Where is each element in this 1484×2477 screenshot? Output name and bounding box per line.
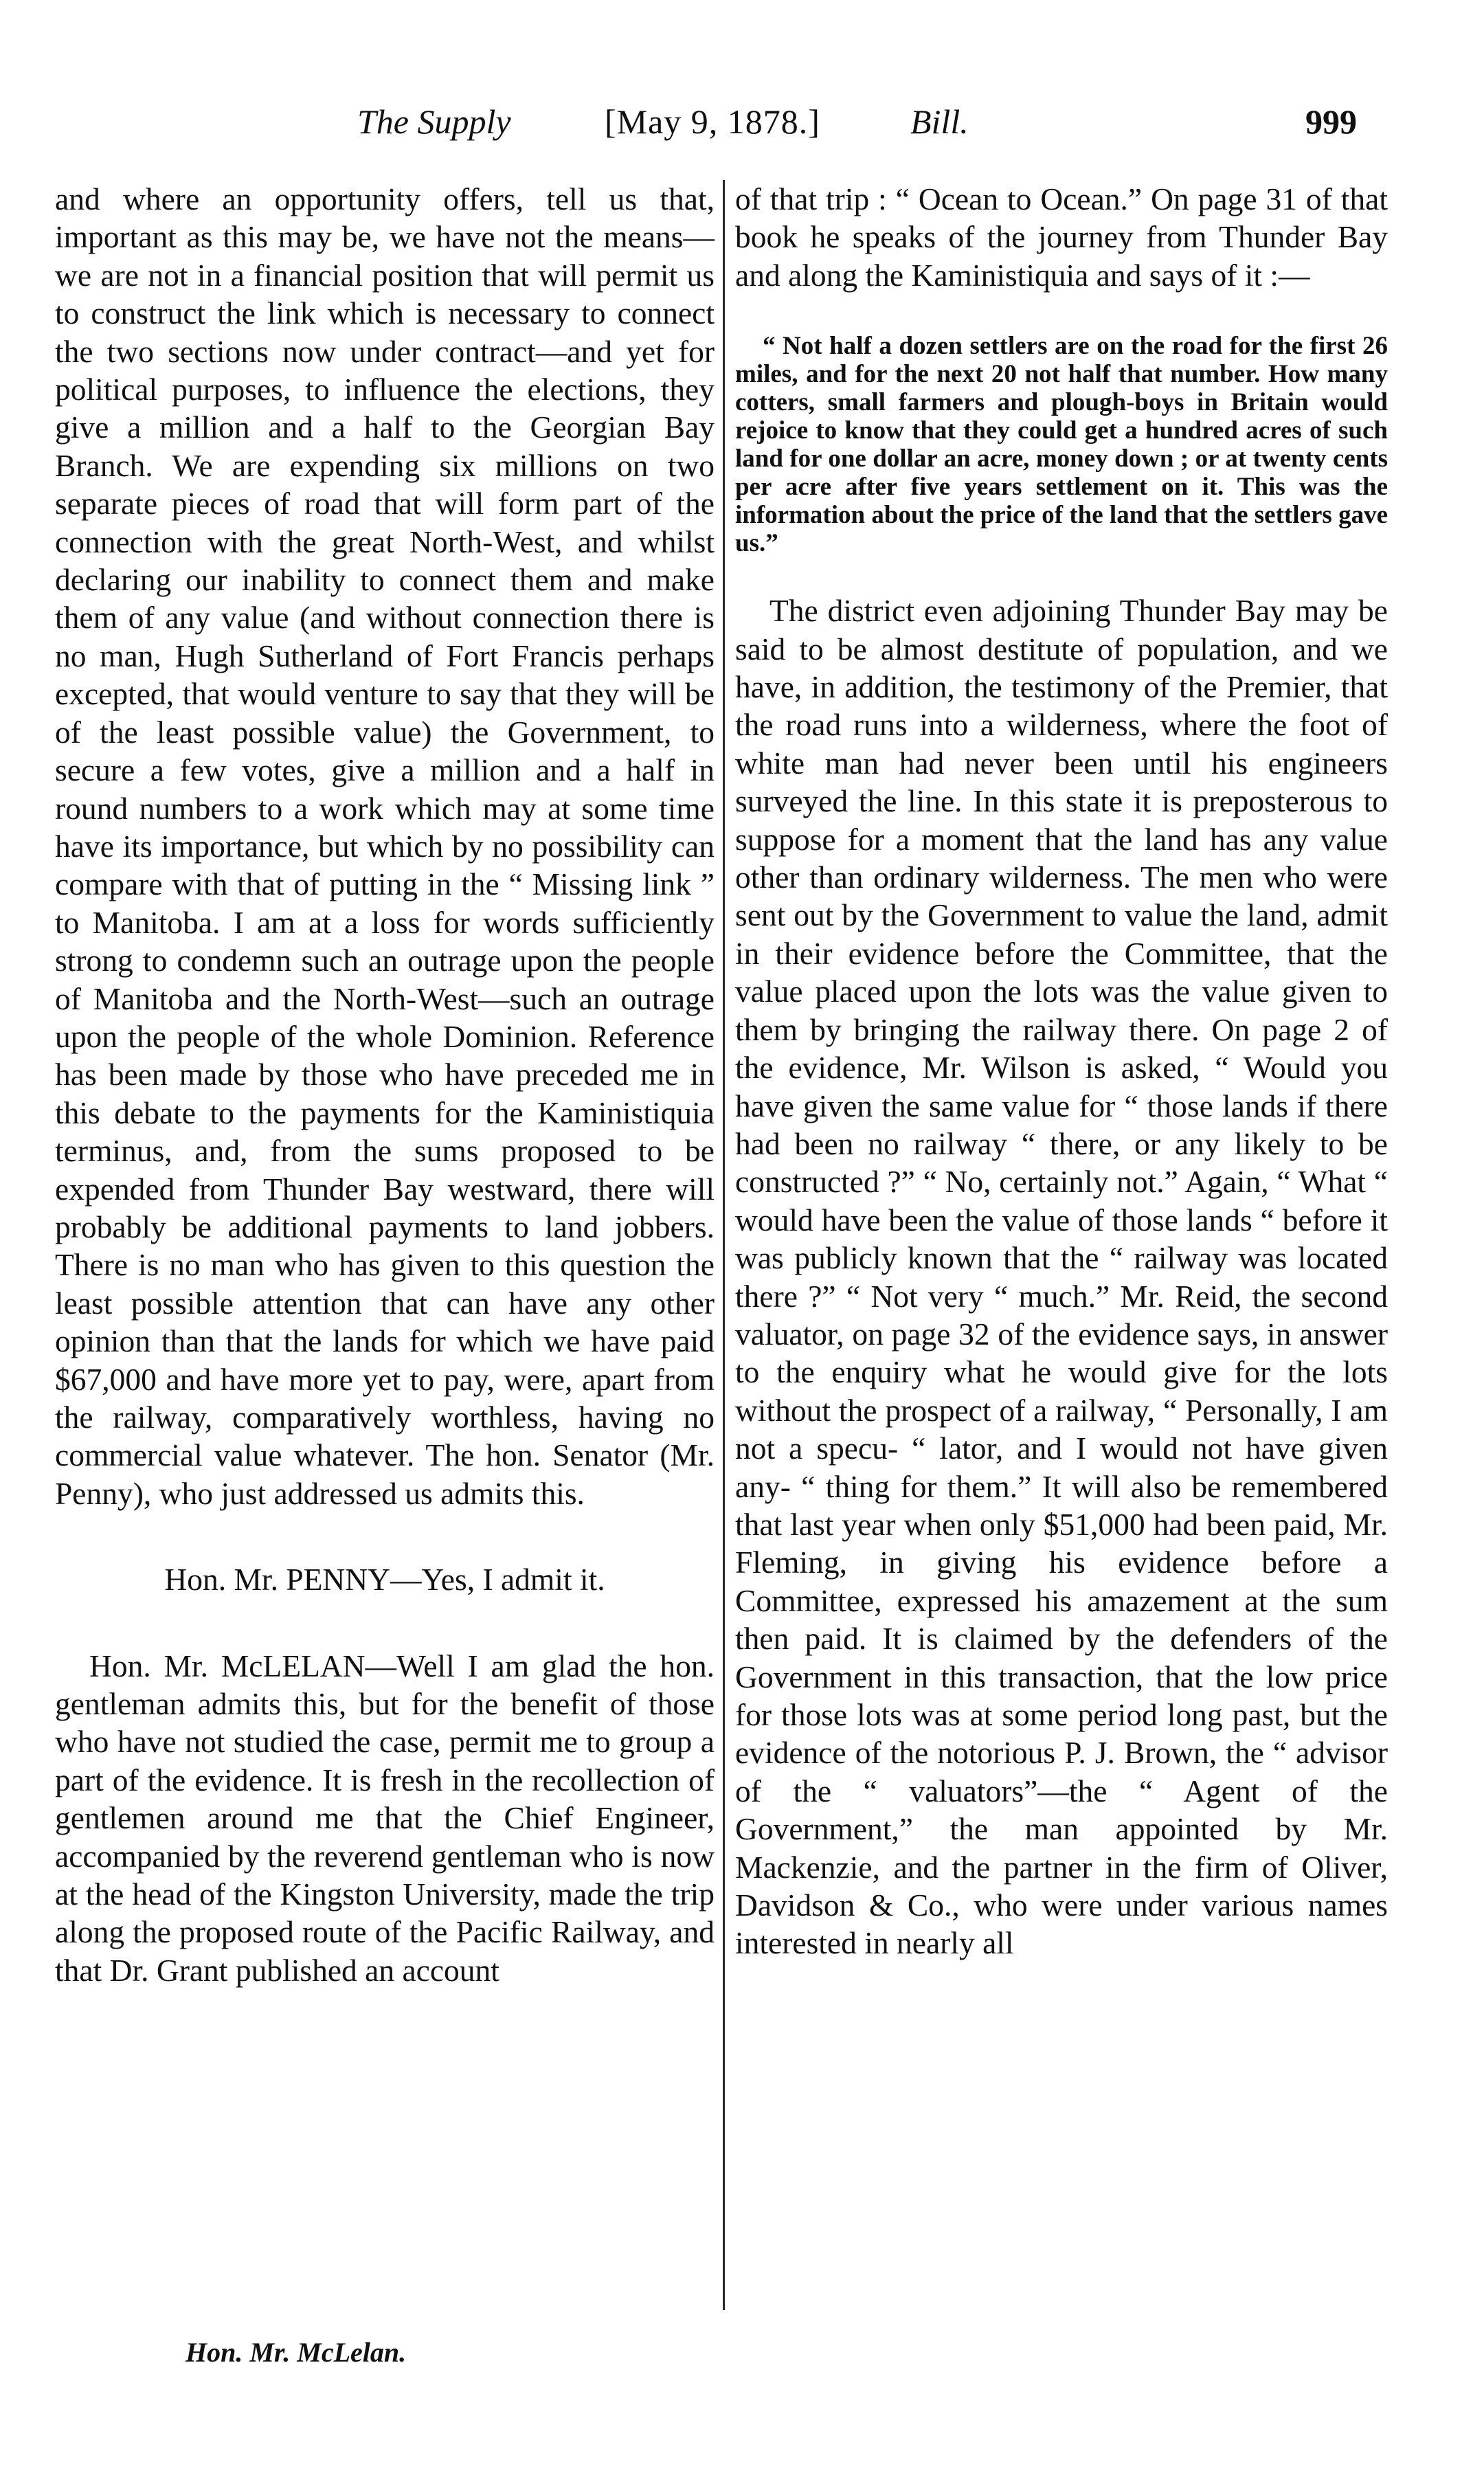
left-paragraph-2: Hon. Mr. McLELAN—Well I am glad the hon. gentleman admits this, but for the benefit of those who have not studied the case, permit me to group a part of the evidence. It is fresh in the recollection of gentlemen around me that the Chief Engineer, accompanied by the reverend gentleman who is now at the head of the Kingston University, made the trip along the proposed route of the Pacific Railway, and that Dr. Grant published an account	[55, 1648, 715, 1988]
right-column	[735, 180, 1388, 1962]
right-paragraph-2: The district even adjoining Thunder Bay may be said to be almost destitute of population, and we have, in addition, the testimony of the Premier, that the road runs into a wilderness, where the foot of white man had never been until his engineers surveyed the line. In this state it is preposterous to suppose for a moment that the land has any value other than ordinary wilderness. The men who were sent out by the Government to value the land, admit in their evidence before the Committee, that the value placed upon the lots was the value given to them by bringing the railway there. On page 2 of the evidence, Mr. Wilson is asked, “ Would you have given the same value for “ those lands if there had been no railway “ there, or any likely to be constructed ?” “ No, certainly not.” Again, “ What “ would have been the value of those lands “ before it was publicly known that the “ railway was located there ?” “ Not very “ much.” Mr. Reid, the second valuator, on page 32 of the evidence says, in answer to the enquiry what he would give for the lots without the prospect of a railway, “ Personally, I am not a specu- “ lator, and I would not have given any- “ thing for them.” It will also be remembered that last year when only $51,000 had been paid, Mr. Fleming, in giving his evidence before a Committee, expressed his amazement at the sum then paid. It is claimed by the defenders of the Government in this transaction, that the low price for those lots was at some period long past, but the evidence of the notorious P. J. Brown, the “ advisor of the “ valuators”—the “ Agent of the Government,” the man appointed by Mr. Mackenzie, and the partner in the firm of Oliver, Davidson & Co., who were under various names interested in nearly all	[735, 593, 1388, 1961]
penny-interjection: Hon. Mr. PENNY—Yes, I admit it.	[164, 1562, 605, 1598]
block-quote-text: “ Not half a dozen settlers are on the road for the first 26 miles, and for the next 20 not half that number. How many cotters, small farmers and plough-boys in Britain would rejoice to know that they could get a hundred acres of such land for one dollar an acre, money down ; or at twenty cents per acre after five years settlement on it. This was the information about the price of the land that the settlers gave us.”	[735, 332, 1388, 558]
running-header	[55, 102, 1429, 157]
column-divider	[723, 180, 725, 2310]
left-column	[55, 180, 715, 1989]
header-date: [May 9, 1878.]	[605, 102, 820, 141]
page-number: 999	[1305, 102, 1357, 141]
block-quote	[735, 332, 1388, 557]
header-bill-title: Bill.	[910, 102, 969, 141]
right-paragraph-1: of that trip : “ Ocean to Ocean.” On page 31 of that book he speaks of the journey from Thunder Bay and along the Kaministiquia and says of it :—	[735, 181, 1388, 293]
left-paragraph-1: and where an opportunity offers, tell us that, important as this may be, we have not the means—we are not in a financial position that will permit us to construct the link which is necessary to connect the two sections now under contract—and yet for political purposes, to influence the elections, they give a million and a half to the Georgian Bay Branch. We are expending six millions on two separate pieces of road that will form part of the connection with the great North-West, and whilst declaring our inability to connect them and make them of any value (and without connection there is no man, Hugh Sutherland of Fort Francis perhaps excepted, that would venture to say that they will be of the least possible value) the Government, to secure a few votes, give a million and a half in round numbers to a work which may at some time have its importance, but which by no possibility can compare with that of putting in the “ Missing link ” to Manitoba. I am at a loss for words sufficiently strong to condemn such an outrage upon the people of Manitoba and the North-West—such an outrage upon the people of the whole Dominion. Reference has been made by those who have preceded me in this debate to the payments for the Kaministiquia terminus, and, from the sums proposed to be expended from Thunder Bay westward, there will probably be additional payments to land jobbers. There is no man who has given to this question the least possible attention that can have any other opinion than that the lands for which we have paid $67,000 and have more yet to pay, were, apart from the railway, comparatively worthless, having no commercial value whatever. The hon. Senator (Mr. Penny), who just addressed us admits this.	[55, 181, 715, 1511]
speaker-footer: Hon. Mr. McLelan.	[186, 2337, 407, 2368]
header-section-title: The Supply	[357, 102, 511, 141]
